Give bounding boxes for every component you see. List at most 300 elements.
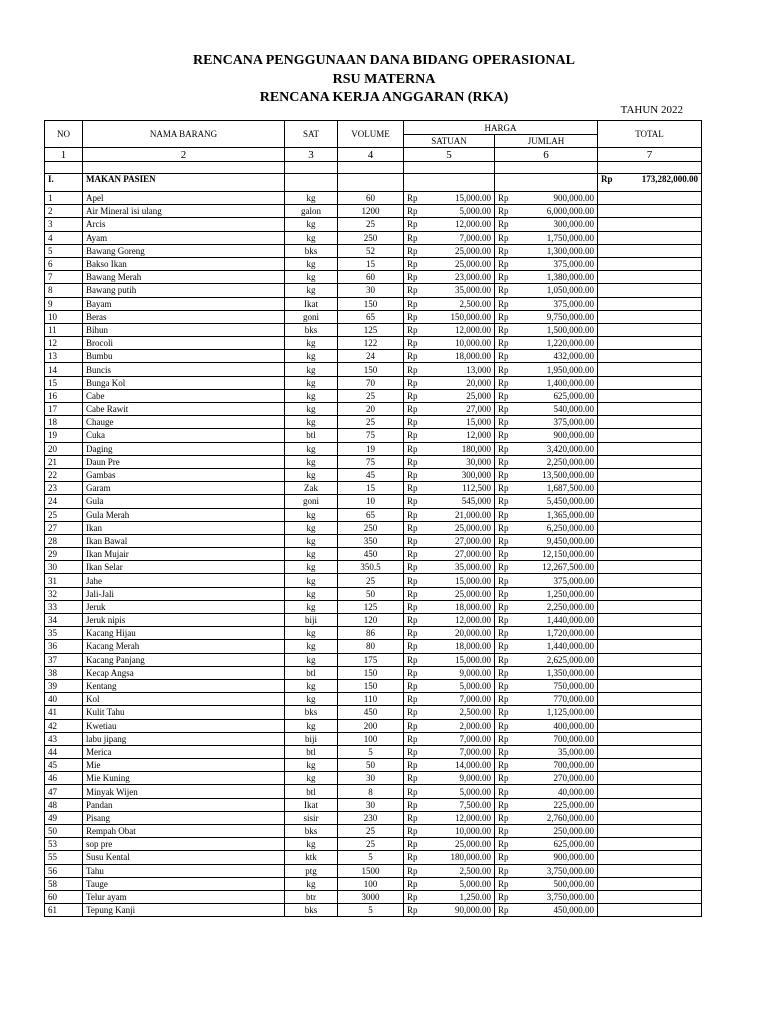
row-no: 42 [45, 719, 83, 732]
row-no: 50 [45, 825, 83, 838]
row-volume: 25 [338, 389, 404, 402]
row-volume: 100 [338, 877, 404, 890]
row-unit: goni [285, 310, 338, 323]
row-total [598, 271, 702, 284]
row-no: 17 [45, 403, 83, 416]
row-total [598, 785, 702, 798]
row-volume: 20 [338, 403, 404, 416]
row-no: 8 [45, 284, 83, 297]
row-amount [495, 231, 598, 244]
row-volume: 230 [338, 811, 404, 824]
row-total [598, 732, 702, 745]
unit-price-value: 7,500.00 [459, 799, 491, 810]
row-unit: kg [285, 772, 338, 785]
row-amount [495, 864, 598, 877]
col-header-jumlah: JUMLAH [495, 135, 598, 148]
row-unit-price [404, 877, 495, 890]
table-row [45, 653, 702, 666]
row-no: 40 [45, 693, 83, 706]
unit-price-value: 20,000 [466, 377, 491, 388]
row-unit-price [404, 706, 495, 719]
currency-label: Rp [498, 733, 509, 744]
row-unit: ktk [285, 851, 338, 864]
row-unit: kg [285, 548, 338, 561]
row-unit-price [404, 574, 495, 587]
row-unit-price [404, 864, 495, 877]
row-unit: kg [285, 442, 338, 455]
currency-label: Rp [407, 364, 418, 375]
currency-label: Rp [498, 694, 509, 705]
currency-label: Rp [498, 206, 509, 217]
row-no: 43 [45, 732, 83, 745]
row-amount [495, 363, 598, 376]
currency-label: Rp [407, 720, 418, 731]
row-no: 3 [45, 218, 83, 231]
row-amount [495, 574, 598, 587]
row-unit: kg [285, 192, 338, 205]
row-no: 53 [45, 838, 83, 851]
row-item-name: Apel [83, 192, 285, 205]
amount-value: 35,000.00 [558, 746, 594, 757]
unit-price-value: 9,000.00 [459, 667, 491, 678]
currency-label: Rp [407, 878, 418, 889]
row-unit: kg [285, 877, 338, 890]
row-total [598, 508, 702, 521]
row-amount [495, 337, 598, 350]
table-row [45, 205, 702, 218]
table-row [45, 719, 702, 732]
row-volume: 1200 [338, 205, 404, 218]
row-unit-price [404, 284, 495, 297]
row-no: 18 [45, 416, 83, 429]
table-row [45, 231, 702, 244]
column-number: 1 [45, 148, 83, 162]
row-item-name: Bawang Goreng [83, 244, 285, 257]
row-volume: 50 [338, 587, 404, 600]
unit-price-value: 25,000.00 [455, 522, 491, 533]
row-unit-price [404, 693, 495, 706]
row-item-name: Tepung Kanji [83, 904, 285, 917]
unit-price-value: 545,000 [461, 496, 491, 507]
section-total [598, 174, 702, 192]
currency-label: Rp [407, 377, 418, 388]
amount-value: 225,000.00 [553, 799, 594, 810]
row-unit: ptg [285, 864, 338, 877]
row-amount [495, 851, 598, 864]
row-unit: kg [285, 574, 338, 587]
currency-label: Rp [407, 562, 418, 573]
row-item-name: Bunga Kol [83, 376, 285, 389]
row-unit-price [404, 389, 495, 402]
row-total [598, 825, 702, 838]
row-total [598, 653, 702, 666]
amount-value: 40,000.00 [558, 786, 594, 797]
unit-price-value: 15,000 [466, 417, 491, 428]
unit-price-value: 18,000.00 [455, 351, 491, 362]
currency-label: Rp [498, 193, 509, 204]
row-unit: kg [285, 759, 338, 772]
row-volume: 450 [338, 548, 404, 561]
row-total [598, 244, 702, 257]
row-amount [495, 772, 598, 785]
amount-value: 1,350,000.00 [546, 667, 594, 678]
currency-label: Rp [407, 575, 418, 586]
table-row [45, 838, 702, 851]
unit-price-value: 35,000.00 [455, 285, 491, 296]
row-unit: kg [285, 271, 338, 284]
row-amount [495, 666, 598, 679]
table-row [45, 600, 702, 613]
row-no: 46 [45, 772, 83, 785]
currency-label: Rp [498, 430, 509, 441]
unit-price-value: 18,000.00 [455, 601, 491, 612]
row-unit: kg [285, 561, 338, 574]
row-amount [495, 534, 598, 547]
row-total [598, 666, 702, 679]
row-volume: 150 [338, 679, 404, 692]
row-no: 32 [45, 587, 83, 600]
row-unit-price [404, 271, 495, 284]
amount-value: 9,450,000.00 [546, 535, 594, 546]
currency-label: Rp [407, 588, 418, 599]
unit-price-value: 7,000.00 [459, 232, 491, 243]
unit-price-value: 14,000.00 [455, 760, 491, 771]
amount-value: 900,000.00 [553, 430, 594, 441]
table-row [45, 614, 702, 627]
unit-price-value: 12,000.00 [455, 219, 491, 230]
currency-label: Rp [407, 733, 418, 744]
amount-value: 12,267,500.00 [542, 562, 594, 573]
row-volume: 1500 [338, 864, 404, 877]
row-unit: bks [285, 706, 338, 719]
row-unit-price [404, 244, 495, 257]
row-unit: kg [285, 363, 338, 376]
row-no: 27 [45, 521, 83, 534]
row-no: 2 [45, 205, 83, 218]
currency-label: Rp [498, 324, 509, 335]
row-amount [495, 600, 598, 613]
unit-price-value: 27,000.00 [455, 535, 491, 546]
currency-label: Rp [407, 496, 418, 507]
row-amount [495, 785, 598, 798]
row-total [598, 587, 702, 600]
row-amount [495, 838, 598, 851]
row-volume: 25 [338, 416, 404, 429]
row-unit: Ikat [285, 798, 338, 811]
row-total [598, 363, 702, 376]
currency-label: Rp [601, 174, 613, 184]
row-amount [495, 679, 598, 692]
currency-label: Rp [498, 245, 509, 256]
row-volume: 3000 [338, 890, 404, 903]
currency-label: Rp [407, 430, 418, 441]
section-name: MAKAN PASIEN [83, 174, 285, 192]
row-unit: biji [285, 732, 338, 745]
row-total [598, 218, 702, 231]
row-item-name: Brocoli [83, 337, 285, 350]
row-no: 38 [45, 666, 83, 679]
row-unit: Zak [285, 482, 338, 495]
table-row [45, 666, 702, 679]
currency-label: Rp [407, 760, 418, 771]
row-unit-price [404, 745, 495, 758]
table-row [45, 416, 702, 429]
row-total [598, 759, 702, 772]
row-item-name: Kecap Angsa [83, 666, 285, 679]
currency-label: Rp [498, 272, 509, 283]
unit-price-value: 18,000.00 [455, 641, 491, 652]
row-unit-price [404, 798, 495, 811]
currency-label: Rp [407, 483, 418, 494]
col-header-nama-barang: NAMA BARANG [83, 121, 285, 148]
row-unit: kg [285, 587, 338, 600]
row-unit: bks [285, 904, 338, 917]
row-item-name: labu jipang [83, 732, 285, 745]
row-no: 14 [45, 363, 83, 376]
currency-label: Rp [498, 338, 509, 349]
row-unit-price [404, 904, 495, 917]
row-unit: btl [285, 429, 338, 442]
row-volume: 450 [338, 706, 404, 719]
currency-label: Rp [407, 456, 418, 467]
currency-label: Rp [407, 404, 418, 415]
table-row [45, 403, 702, 416]
currency-label: Rp [407, 707, 418, 718]
currency-label: Rp [407, 535, 418, 546]
table-row [45, 389, 702, 402]
document-subtitle: RENCANA KERJA ANGGARAN (RKA) [259, 90, 509, 105]
unit-price-value: 2,500.00 [459, 707, 491, 718]
row-amount [495, 416, 598, 429]
amount-value: 6,250,000.00 [546, 522, 594, 533]
currency-label: Rp [407, 390, 418, 401]
unit-price-value: 15,000.00 [455, 575, 491, 586]
currency-label: Rp [498, 760, 509, 771]
currency-label: Rp [498, 562, 509, 573]
row-unit-price [404, 231, 495, 244]
currency-label: Rp [498, 681, 509, 692]
row-unit: kg [285, 403, 338, 416]
unit-price-value: 180,000 [461, 443, 491, 454]
row-volume: 86 [338, 627, 404, 640]
row-amount [495, 587, 598, 600]
row-no: 31 [45, 574, 83, 587]
row-no: 5 [45, 244, 83, 257]
row-volume: 15 [338, 257, 404, 270]
currency-label: Rp [498, 601, 509, 612]
col-header-sat: SAT [285, 121, 338, 148]
row-unit-price [404, 508, 495, 521]
row-no: 58 [45, 877, 83, 890]
row-total [598, 851, 702, 864]
row-unit: kg [285, 376, 338, 389]
amount-value: 625,000.00 [553, 390, 594, 401]
row-amount [495, 798, 598, 811]
row-no: 23 [45, 482, 83, 495]
row-unit-price [404, 851, 495, 864]
currency-label: Rp [498, 628, 509, 639]
row-amount [495, 271, 598, 284]
currency-label: Rp [407, 852, 418, 863]
row-total [598, 297, 702, 310]
row-volume: 150 [338, 297, 404, 310]
row-unit-price [404, 363, 495, 376]
row-amount [495, 192, 598, 205]
row-unit-price [404, 561, 495, 574]
unit-price-value: 9,000.00 [459, 773, 491, 784]
row-amount [495, 640, 598, 653]
currency-label: Rp [498, 404, 509, 415]
column-number: 3 [285, 148, 338, 162]
currency-label: Rp [407, 773, 418, 784]
row-unit-price [404, 759, 495, 772]
row-unit: kg [285, 838, 338, 851]
currency-label: Rp [498, 285, 509, 296]
amount-value: 3,420,000.00 [546, 443, 594, 454]
table-row [45, 244, 702, 257]
row-unit: kg [285, 679, 338, 692]
table-row [45, 759, 702, 772]
row-volume: 15 [338, 482, 404, 495]
row-total [598, 192, 702, 205]
row-total [598, 574, 702, 587]
row-unit: kg [285, 640, 338, 653]
currency-label: Rp [498, 773, 509, 784]
row-unit-price [404, 732, 495, 745]
row-item-name: Kacang Panjang [83, 653, 285, 666]
row-unit-price [404, 218, 495, 231]
row-volume: 25 [338, 838, 404, 851]
row-item-name: Ikan [83, 521, 285, 534]
table-row [45, 561, 702, 574]
row-no: 48 [45, 798, 83, 811]
row-unit: kg [285, 231, 338, 244]
currency-label: Rp [407, 694, 418, 705]
col-header-harga: HARGA [404, 121, 598, 135]
currency-label: Rp [407, 351, 418, 362]
currency-label: Rp [498, 786, 509, 797]
table-row [45, 350, 702, 363]
row-no: 47 [45, 785, 83, 798]
row-volume: 150 [338, 666, 404, 679]
row-total [598, 416, 702, 429]
table-row [45, 864, 702, 877]
table-row [45, 376, 702, 389]
row-amount [495, 759, 598, 772]
currency-label: Rp [498, 746, 509, 757]
row-item-name: Ikan Selar [83, 561, 285, 574]
row-amount [495, 890, 598, 903]
row-unit: kg [285, 455, 338, 468]
currency-label: Rp [498, 377, 509, 388]
currency-label: Rp [407, 615, 418, 626]
amount-value: 2,760,000.00 [546, 812, 594, 823]
row-no: 16 [45, 389, 83, 402]
unit-price-value: 5,000.00 [459, 878, 491, 889]
row-unit: kg [285, 468, 338, 481]
row-amount [495, 521, 598, 534]
row-item-name: Rempah Obat [83, 825, 285, 838]
amount-value: 12,150,000.00 [542, 549, 594, 560]
budget-table [44, 120, 702, 917]
row-amount [495, 218, 598, 231]
amount-value: 750,000.00 [553, 681, 594, 692]
row-total [598, 798, 702, 811]
row-unit: kg [285, 257, 338, 270]
table-row [45, 877, 702, 890]
row-unit: bks [285, 323, 338, 336]
row-unit: kg [285, 693, 338, 706]
row-item-name: Beras [83, 310, 285, 323]
row-amount [495, 627, 598, 640]
row-no: 9 [45, 297, 83, 310]
table-row [45, 851, 702, 864]
row-total [598, 745, 702, 758]
row-volume: 60 [338, 192, 404, 205]
amount-value: 2,250,000.00 [546, 456, 594, 467]
table-row [45, 587, 702, 600]
unit-price-value: 7,000.00 [459, 746, 491, 757]
row-total [598, 838, 702, 851]
row-no: 24 [45, 495, 83, 508]
row-no: 10 [45, 310, 83, 323]
currency-label: Rp [498, 799, 509, 810]
row-item-name: Ikan Bawal [83, 534, 285, 547]
row-unit: bks [285, 244, 338, 257]
row-unit-price [404, 666, 495, 679]
currency-label: Rp [498, 483, 509, 494]
amount-value: 1,500,000.00 [546, 324, 594, 335]
row-amount [495, 429, 598, 442]
unit-price-value: 27,000 [466, 404, 491, 415]
row-item-name: Bumbu [83, 350, 285, 363]
unit-price-value: 7,000.00 [459, 733, 491, 744]
currency-label: Rp [407, 272, 418, 283]
amount-value: 375,000.00 [553, 575, 594, 586]
row-volume: 120 [338, 614, 404, 627]
row-total [598, 284, 702, 297]
row-no: 12 [45, 337, 83, 350]
row-volume: 75 [338, 429, 404, 442]
row-total [598, 468, 702, 481]
unit-price-value: 13,000 [466, 364, 491, 375]
row-item-name: Buncis [83, 363, 285, 376]
row-no: 34 [45, 614, 83, 627]
row-item-name: Jeruk [83, 600, 285, 613]
row-amount [495, 811, 598, 824]
row-no: 37 [45, 653, 83, 666]
row-item-name: Air Mineral isi ulang [83, 205, 285, 218]
table-row [45, 534, 702, 547]
row-volume: 25 [338, 825, 404, 838]
currency-label: Rp [407, 193, 418, 204]
row-unit-price [404, 811, 495, 824]
currency-label: Rp [407, 641, 418, 652]
row-no: 20 [45, 442, 83, 455]
row-total [598, 772, 702, 785]
row-amount [495, 877, 598, 890]
row-amount [495, 482, 598, 495]
row-no: 41 [45, 706, 83, 719]
amount-value: 770,000.00 [553, 694, 594, 705]
row-item-name: Daun Pre [83, 455, 285, 468]
amount-value: 1,250,000.00 [546, 588, 594, 599]
row-volume: 25 [338, 574, 404, 587]
row-item-name: Bihun [83, 323, 285, 336]
row-no: 19 [45, 429, 83, 442]
row-amount [495, 706, 598, 719]
amount-value: 700,000.00 [553, 733, 594, 744]
